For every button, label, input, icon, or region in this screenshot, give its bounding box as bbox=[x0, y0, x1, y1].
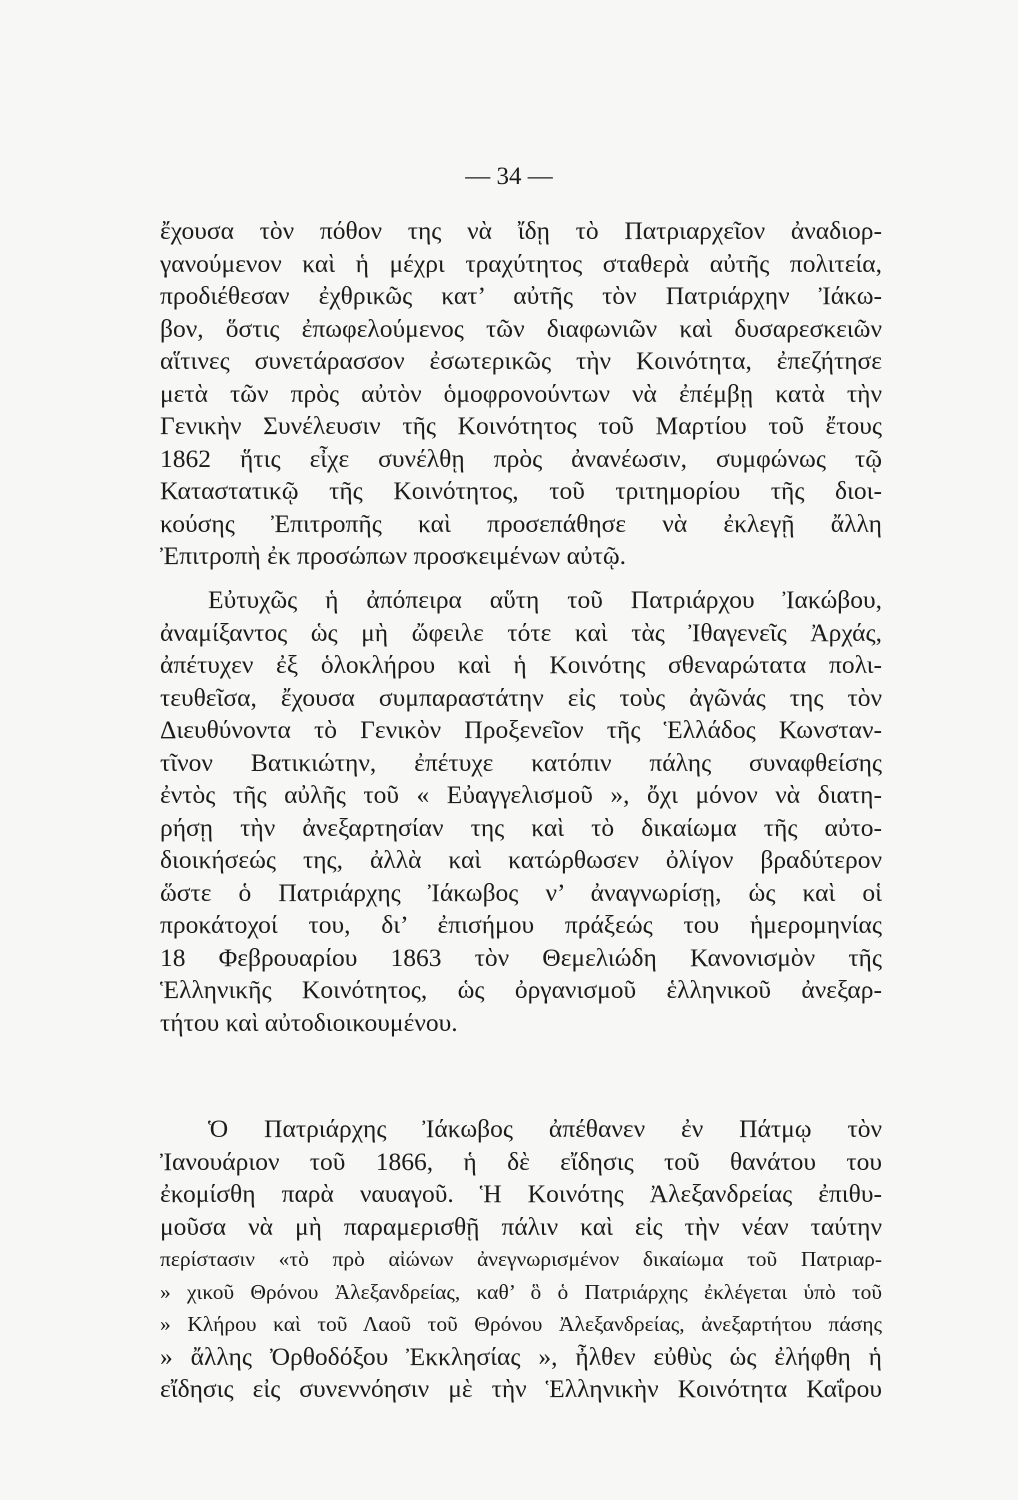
text-line: Καταστατικῷ τῆς Κοινότητος, τοῦ τριτημορίου τῆς διοι- bbox=[160, 476, 882, 505]
quoted-line: » χικοῦ Θρόνου Ἀλεξανδρείας, καθ’ ὃ ὁ Πατριάρχης ἐκλέγεται ὑπὸ τοῦ bbox=[160, 1279, 882, 1304]
paragraph-1 bbox=[160, 215, 882, 573]
text-line: Ἐπιτροπὴ ἐκ προσώπων προσκειμένων αὐτῷ. bbox=[160, 541, 626, 570]
text-line: προκάτοχοί του, δι’ ἐπισήμου πράξεώς του ἡμερομηνίας bbox=[160, 910, 882, 939]
text-line: Εὐτυχῶς ἡ ἀπόπειρα αὕτη τοῦ Πατριάρχου Ἰακώβου, bbox=[208, 585, 882, 614]
text-line: τευθεῖσα, ἔχουσα συμπαραστάτην εἰς τοὺς ἀγῶνάς της τὸν bbox=[160, 682, 882, 712]
text-line: ἔχουσα τὸν πόθον της νὰ ἴδῃ τὸ Πατριαρχεῖον ἀναδιορ- bbox=[160, 216, 882, 245]
paragraph-3 bbox=[160, 1113, 882, 1406]
text-line: » ἄλλης Ὀρθοδόξου Ἐκκλησίας », ἦλθεν εὐθὺς ὡς ἐλήφθη ἡ bbox=[160, 1341, 882, 1371]
page-number: — 34 — bbox=[465, 163, 553, 190]
text-line: κούσης Ἐπιτροπῆς καὶ προσεπάθησε νὰ ἐκλεγῇ ἄλλη bbox=[160, 508, 882, 538]
text-line: τῖνον Βατικιώτην, ἐπέτυχε κατόπιν πάλης συναφθείσης bbox=[160, 747, 882, 777]
text-line: προδιέθεσαν ἐχθρικῶς κατ’ αὐτῆς τὸν Πατριάρχην Ἰάκω- bbox=[160, 281, 882, 310]
text-line: Ἑλληνικῆς Κοινότητος, ὡς ὀργανισμοῦ ἑλληνικοῦ ἀνεξαρ- bbox=[160, 975, 882, 1004]
text-line: Γενικὴν Συνέλευσιν τῆς Κοινότητος τοῦ Μαρτίου τοῦ ἔτους bbox=[160, 411, 882, 440]
text-line: Διευθύνοντα τὸ Γενικὸν Προξενεῖον τῆς Ἑλλάδος Κωνσταν- bbox=[160, 715, 882, 744]
text-line: αἵτινες συνετάρασσον ἐσωτερικῶς τὴν Κοινότητα, ἐπεζήτησε bbox=[160, 346, 882, 375]
text-line: μετὰ τῶν πρὸς αὐτὸν ὁμοφρονούντων νὰ ἐπέμβῃ κατὰ τὴν bbox=[160, 378, 882, 408]
text-line: ἐντὸς τῆς αὐλῆς τοῦ « Εὐαγγελισμοῦ », ὄχι μόνον νὰ διατη- bbox=[160, 780, 882, 809]
text-line: ὥστε ὁ Πατριάρχης Ἰάκωβος ν’ ἀναγνωρίσῃ, ὡς καὶ οἱ bbox=[160, 877, 882, 907]
text-line: μοῦσα νὰ μὴ παραμερισθῇ πάλιν καὶ εἰς τὴν νέαν ταύτην bbox=[160, 1211, 882, 1241]
text-line: 1862 ἥτις εἶχε συνέλθῃ πρὸς ἀνανέωσιν, συμφώνως τῷ bbox=[160, 443, 882, 473]
text-line: ἀπέτυχεν ἐξ ὁλοκλήρου καὶ ἡ Κοινότης σθεναρώτατα πολι- bbox=[160, 650, 882, 679]
paragraph-2 bbox=[160, 584, 882, 1039]
text-line: Ἰανουάριον τοῦ 1866, ἡ δὲ εἴδησις τοῦ θανάτου του bbox=[160, 1146, 882, 1176]
text-line: Ὁ Πατριάρχης Ἰάκωβος ἀπέθανεν ἐν Πάτμῳ τὸν bbox=[208, 1114, 882, 1143]
text-line: ρήσῃ τὴν ἀνεξαρτησίαν της καὶ τὸ δικαίωμα τῆς αὐτο- bbox=[160, 812, 882, 842]
text-line: ἀναμίξαντος ὡς μὴ ὤφειλε τότε καὶ τὰς Ἰθαγενεῖς Ἀρχάς, bbox=[160, 617, 882, 647]
text-line: γανούμενον καὶ ἡ μέχρι τραχύτητος σταθερὰ αὐτῆς πολιτεία, bbox=[160, 248, 882, 278]
text-line: εἴδησις εἰς συνεννόησιν μὲ τὴν Ἑλληνικὴν Κοινότητα Καΐρου bbox=[160, 1374, 882, 1403]
text-line: 18 Φεβρουαρίου 1863 τὸν Θεμελιώδη Κανονισμὸν τῆς bbox=[160, 942, 882, 972]
text-line: ἐκομίσθη παρὰ ναυαγοῦ. Ἡ Κοινότης Ἀλεξανδρείας ἐπιθυ- bbox=[160, 1179, 882, 1208]
text-line: τήτου καὶ αὐτοδιοικουμένου. bbox=[160, 1007, 458, 1037]
quoted-line: » Κλήρου καὶ τοῦ Λαοῦ τοῦ Θρόνου Ἀλεξανδρείας, ἀνεξαρτήτου πάσης bbox=[160, 1312, 882, 1336]
text-line: βον, ὅστις ἐπωφελούμενος τῶν διαφωνιῶν καὶ δυσαρεσκειῶν bbox=[160, 313, 882, 343]
text-line: διοικήσεώς της, ἀλλὰ καὶ κατώρθωσεν ὀλίγον βραδύτερον bbox=[160, 845, 882, 874]
quoted-line: περίστασιν «τὸ πρὸ αἰώνων ἀνεγνωρισμένον δικαίωμα τοῦ Πατριαρ- bbox=[160, 1247, 882, 1271]
